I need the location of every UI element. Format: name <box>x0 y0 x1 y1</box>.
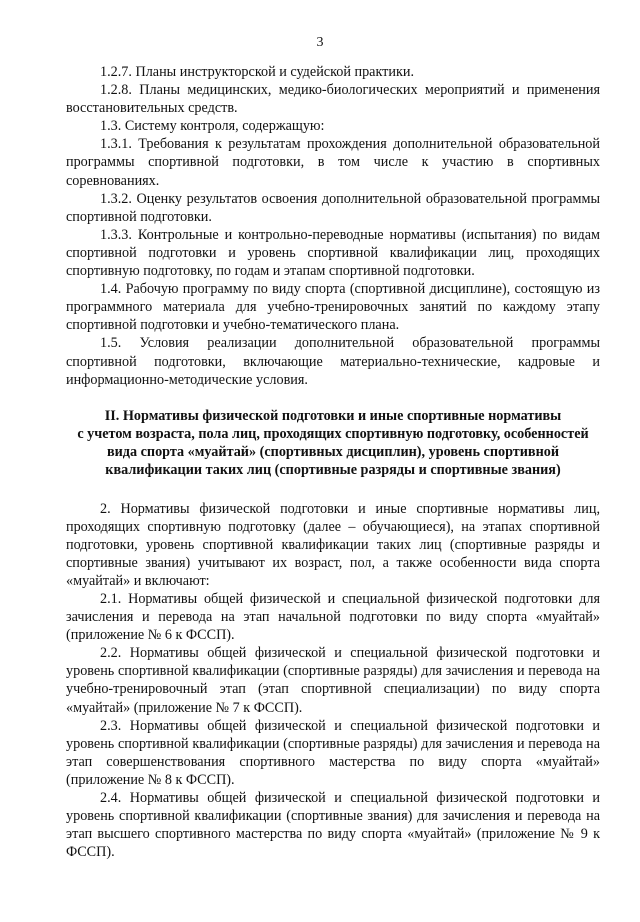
paragraph-1-3-3: 1.3.3. Контрольные и контрольно-переводные нормативы (испытания) по видам спортивной подготовки и уровень спортивной квалификации лиц, проходящих спортивную подготовку, по годам и этапам спортивной подготовки. <box>66 226 600 280</box>
paragraph-1-2-8: 1.2.8. Планы медицинских, медико-биологических мероприятий и применения восстановительных средств. <box>66 82 600 117</box>
section-2 <box>66 500 600 862</box>
page-number: 3 <box>316 35 324 50</box>
paragraph-1-3: 1.3. Систему контроля, содержащую: <box>100 118 325 135</box>
paragraph-1-3-1: 1.3.1. Требования к результатам прохождения дополнительной образовательной программы спортивной подготовки, в том числе к участию в спортивных соревнованиях. <box>66 136 600 189</box>
paragraph-2-3: 2.3. Нормативы общей физической и специальной физической подготовки и уровень спортивной квалификации (спортивные разряды) для зачисления и перевода на этап совершенствования спортивного мастерства по виду спорта «муайтай» (приложение № 8 к ФССП). <box>66 717 600 788</box>
heading-line: квалификации таких лиц (спортивные разряды и спортивные звания) <box>105 462 561 479</box>
heading-line: вида спорта «муайтай» (спортивных дисциплин), уровень спортивной <box>106 444 560 461</box>
paragraph-1-2-7: 1.2.7. Планы инструкторской и судейской практики. <box>100 64 414 80</box>
paragraph-1-4: 1.4. Рабочую программу по виду спорта (спортивной дисциплине), состоящую из программного материала для учебно-тренировочных занятий по каждому этапу спортивной подготовки и учебно-тематического плана. <box>66 281 600 334</box>
paragraph-2: 2. Нормативы физической подготовки и иные спортивные нормативы лиц, проходящих спортивную подготовку (далее – обучающиеся), на этапах спортивной подготовки, уровень спортивной квалификации таких лиц (спортивные разряды и спортивные звания) учитывают их возраст, пол, а также особенности вида спорта «муайтай» и включают: <box>66 500 600 589</box>
heading-line: II. Нормативы физической подготовки и иные спортивные нормативы <box>104 407 562 424</box>
paragraph-2-2: 2.2. Нормативы общей физической и специальной физической подготовки и уровень спортивной квалификации (спортивные разряды) для зачисления и перевода на учебно-тренировочный этап (этап спортивной специализации) по виду спорта «муайтай» (приложение № 7 к ФССП). <box>66 645 600 716</box>
document-body <box>66 63 600 861</box>
section-2-heading <box>66 407 600 480</box>
paragraph-1-5: 1.5. Условия реализации дополнительной образовательной программы спортивной подготовки, включающие материально-технические, кадровые и информационно-методические условия. <box>66 335 600 388</box>
heading-line: с учетом возраста, пола лиц, проходящих спортивную подготовку, особенностей <box>77 425 589 442</box>
paragraph-1-3-2: 1.3.2. Оценку результатов освоения дополнительной образовательной программы спортивной подготовки. <box>66 190 600 225</box>
paragraph-2-4: 2.4. Нормативы общей физической и специальной физической подготовки и уровень спортивной квалификации (спортивные звания) для зачисления и перевода на этап высшего спортивного мастерства по виду спорта «муайтай» (приложение № 9 к ФССП). <box>66 790 600 861</box>
paragraph-2-1: 2.1. Нормативы общей физической и специальной физической подготовки для зачисления и перевода на этап начальной подготовки по виду спорта «муайтай» (приложение № 6 к ФССП). <box>66 590 600 644</box>
section-1 <box>66 63 600 389</box>
